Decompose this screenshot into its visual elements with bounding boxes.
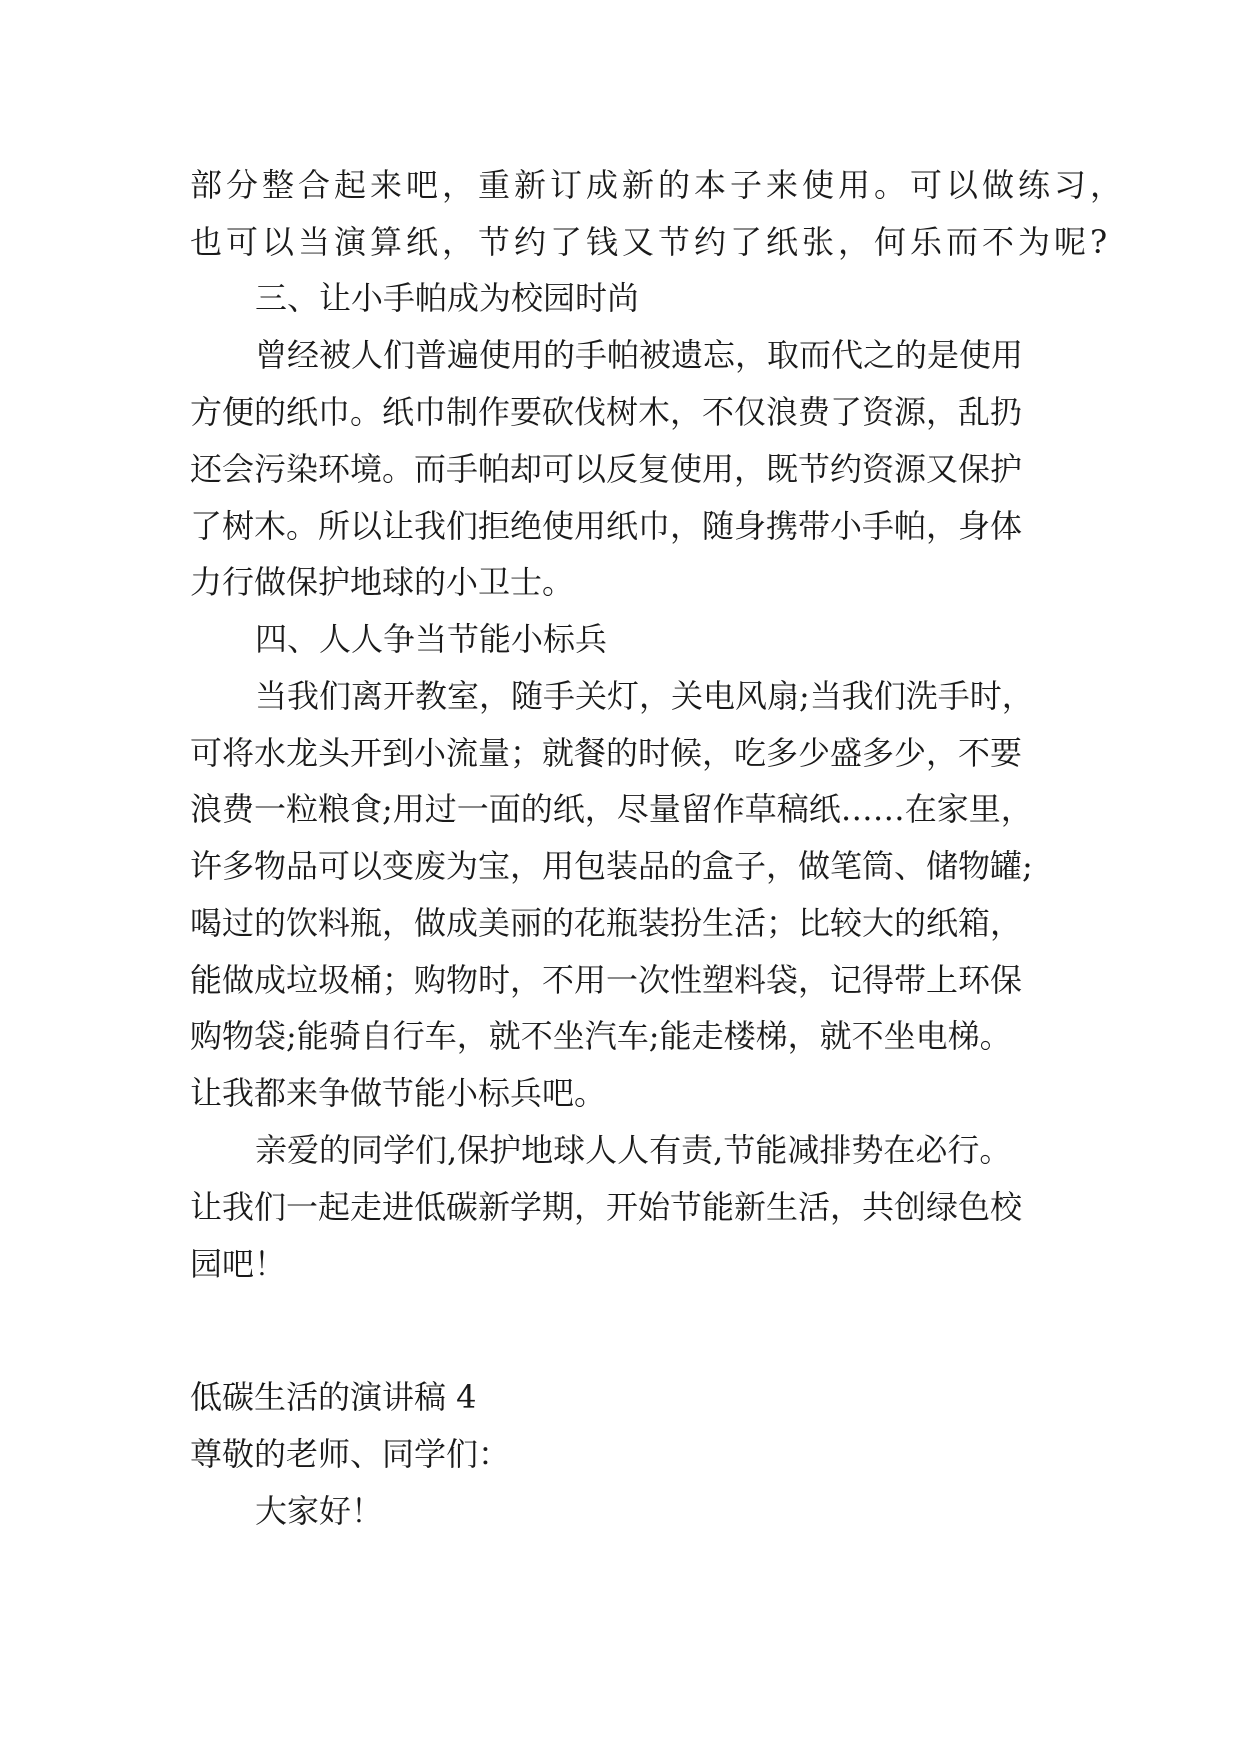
paragraph-line: 当我们离开教室，随手关灯，关电风扇;当我们洗手时， <box>255 677 1034 715</box>
paragraph-line: 园吧！ <box>190 1245 287 1283</box>
paragraph-line: 可将水龙头开到小流量；就餐的时候，吃多少盛多少，不要 <box>190 734 1023 772</box>
paragraph-line: 能做成垃圾桶；购物时，不用一次性塑料袋，记得带上环保 <box>190 961 1023 999</box>
paragraph-line: 让我们一起走进低碳新学期，开始节能新生活，共创绿色校 <box>190 1188 1023 1226</box>
paragraph-line: 喝过的饮料瓶，做成美丽的花瓶装扮生活；比较大的纸箱， <box>190 904 1023 942</box>
section-heading: 四、人人争当节能小标兵 <box>255 620 608 658</box>
paragraph-line: 曾经被人们普遍使用的手帕被遗忘，取而代之的是使用 <box>255 336 1024 374</box>
salutation: 尊敬的老师、同学们： <box>190 1435 511 1473</box>
greeting: 大家好！ <box>255 1492 384 1530</box>
paragraph-line: 部分整合起来吧，重新订成新的本子来使用。可以做练习， <box>190 166 1127 204</box>
paragraph-line: 力行做保护地球的小卫士。 <box>190 563 575 601</box>
paragraph-line: 许多物品可以变废为宝，用包装品的盒子，做笔筒、储物罐; <box>190 847 1033 885</box>
section-heading: 三、让小手帕成为校园时尚 <box>255 279 640 317</box>
paragraph-line: 也可以当演算纸，节约了钱又节约了纸张，何乐而不为呢? <box>190 223 1112 261</box>
paragraph-line: 方便的纸巾。纸巾制作要砍伐树木，不仅浪费了资源，乱扔 <box>190 393 1023 431</box>
paragraph-line: 购物袋;能骑自行车，就不坐汽车;能走楼梯，就不坐电梯。 <box>190 1017 1012 1055</box>
paragraph-line: 亲爱的同学们,保护地球人人有责,节能减排势在必行。 <box>255 1131 1012 1169</box>
paragraph-line: 还会污染环境。而手帕却可以反复使用，既节约资源又保护 <box>190 450 1023 488</box>
paragraph-line: 了树木。所以让我们拒绝使用纸巾，随身携带小手帕，身体 <box>190 507 1023 545</box>
paragraph-line: 让我都来争做节能小标兵吧。 <box>190 1074 607 1112</box>
paragraph-line: 浪费一粒粮食;用过一面的纸，尽量留作草稿纸……在家里， <box>190 790 1033 828</box>
document-title: 低碳生活的演讲稿 4 <box>190 1378 477 1416</box>
